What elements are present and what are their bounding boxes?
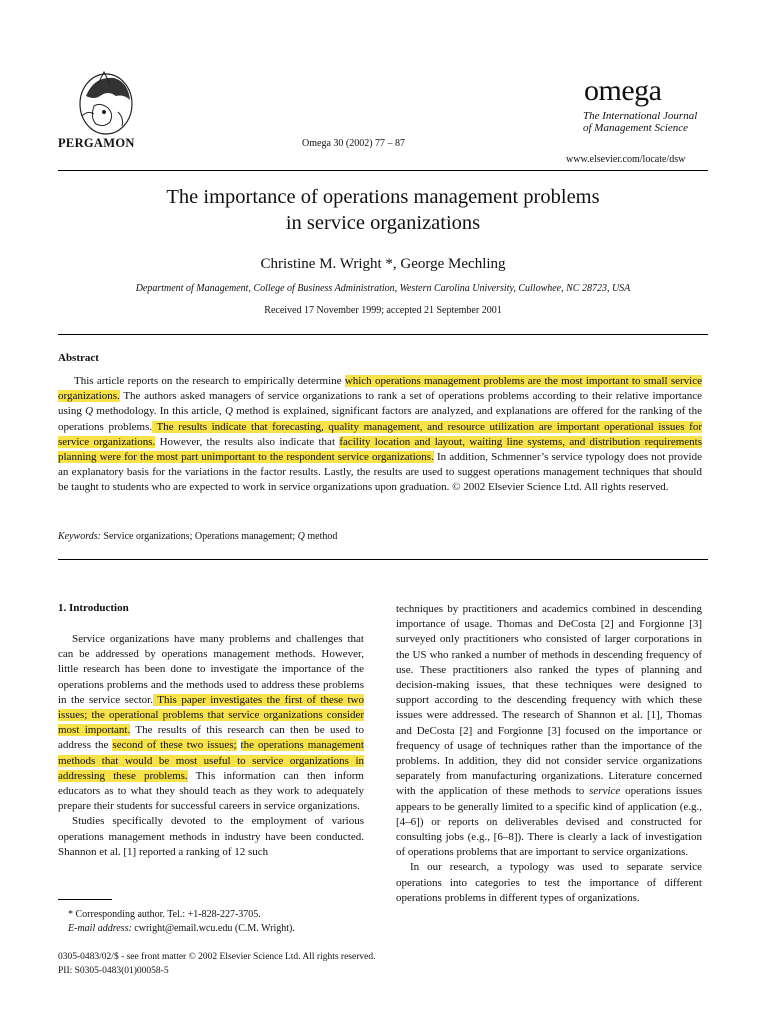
abstract-text: In addition, Schmenner’s service typology does not provide an explanatory basis for the variations in the factor results. Lastly, the results are used to suggest operations management techniques that should be taught to students who are expected to work in service organizations upon graduation. © 2002 Elsevier Science Ltd. All rights reserved. bbox=[58, 451, 702, 494]
pergamon-logo-icon bbox=[64, 66, 144, 138]
copyright-footer: 0305-0483/02/$ - see front matter © 2002 Elsevier Science Ltd. All rights reserved. bbox=[58, 952, 376, 962]
journal-citation: Omega 30 (2002) 77 – 87 bbox=[302, 138, 406, 149]
footnote-email bbox=[68, 923, 295, 934]
journal-url-link[interactable]: www.elsevier.com/locate/dsw bbox=[566, 154, 686, 165]
author-affiliation: Department of Management, College of Business Administration, Western Carolina University, Cullowhee, NC 28723, USA bbox=[135, 283, 631, 294]
keywords-text: Service organizations; Operations management; bbox=[100, 531, 298, 542]
body-text bbox=[237, 739, 241, 751]
journal-subtitle bbox=[583, 110, 697, 134]
header-divider bbox=[58, 170, 708, 171]
abstract-text: methodology. In this article, bbox=[93, 405, 225, 418]
body-text: The results of this research can then be used to address the bbox=[58, 724, 364, 752]
author-list: Christine M. Wright *, George Mechling bbox=[260, 256, 506, 272]
abstract-body bbox=[58, 374, 702, 496]
abstract-q: Q bbox=[224, 405, 233, 418]
abstract-text: This article reports on the research to empirically determine bbox=[74, 375, 345, 387]
received-dates: Received 17 November 1999; accepted 21 September 2001 bbox=[264, 305, 502, 316]
pii-footer: PII: S0305-0483(01)00058-5 bbox=[58, 966, 169, 976]
abstract-highlight: which operations management problems are the most important to small service organizations. bbox=[58, 375, 702, 403]
section-heading-introduction: 1. Introduction bbox=[58, 602, 129, 614]
abstract-heading: Abstract bbox=[58, 352, 99, 364]
body-highlight: first of these two issues; the operational problems that service organizations consider most important. bbox=[58, 693, 364, 737]
intro-paragraph-1 bbox=[58, 632, 364, 814]
keywords-label: Keywords: bbox=[58, 531, 101, 542]
title-line2: in service organizations bbox=[285, 212, 481, 234]
publisher-name: PERGAMON bbox=[58, 136, 135, 150]
footnote-corresponding-author: * Corresponding author. Tel.: +1-828-227-3705. bbox=[68, 909, 261, 920]
abstract-q: Q bbox=[85, 405, 94, 418]
body-highlight: the operations management methods that would be most useful to service organizations in addressing these problems. bbox=[58, 739, 364, 782]
body-highlight: second of these two issues; bbox=[112, 739, 237, 752]
body-emphasis: service bbox=[589, 785, 621, 798]
body-text: Service organizations have many problems and challenges that can be addressed by operations management methods. However, little research has been done to investigate the importance of the operations problems and the methods used to address these problems in the service sector. bbox=[58, 633, 364, 706]
keywords-divider bbox=[58, 559, 708, 560]
abstract-text: However, the results also indicate that bbox=[155, 435, 340, 448]
abstract-text: method is explained, significant factors are analyzed, and explanations are offered for the ranking of the operations problems. bbox=[58, 405, 702, 433]
email-text[interactable]: cwright@email.wcu.edu (C.M. Wright). bbox=[131, 923, 295, 934]
body-text: techniques by practitioners and academics combined in descending importance of usage. Thomas and DeCosta [2] and Forgionne [3] surveyed only practitioners who consisted of larger corporations in the US who ranked a number of methods in descending frequency of use. These practitioners also ranked the types of planning and decision-making issues, that these techniques were designed to support according to the descending frequency with which these issues were addressed. The research of Shannon et al. [1], Thomas and DeCosta [2] and Forgionne [3] focused on the importance or frequency of usage of techniques rather than the importance of the problems. In addition, they did not consider service organizations separately from manufacturing organizations. Literature concerned with the application of these methods to bbox=[396, 603, 702, 798]
email-label: E-mail address: bbox=[68, 923, 132, 934]
keywords-tail: method bbox=[304, 531, 338, 542]
right-column bbox=[396, 602, 702, 906]
body-text: This information can then inform educators as to what they should teach as they work to adequately prepare their students for successful careers in service organizations. bbox=[58, 769, 364, 813]
keywords-q: Q bbox=[297, 531, 305, 542]
intro-paragraph-3 bbox=[396, 602, 702, 860]
intro-paragraph-2: Studies specifically devoted to the employment of various operations management methods in industry have been conducted. Shannon et al. [1] reported a ranking of 12 such bbox=[58, 815, 364, 858]
title-line1: The importance of operations management problems bbox=[166, 186, 600, 208]
footnote-divider bbox=[58, 899, 112, 900]
abstract-highlight: The results indicate that forecasting, quality management, and resource utilization are important operational issues for service organizations. bbox=[58, 420, 702, 448]
journal-subtitle-line1: The International Journal bbox=[583, 110, 698, 122]
left-column bbox=[58, 632, 364, 860]
body-highlight: This paper investigates the bbox=[153, 693, 285, 706]
article-title bbox=[58, 184, 708, 236]
body-text: operations issues appears to be generally limited to a specific kind of application (e.g., [4–6]) or reports on deliverables devised and constructed for consulting jobs (e.g., [6–8]). There is clearly a lack of investigation of operations problems that are important to service organizations. bbox=[396, 785, 702, 859]
abstract-divider bbox=[58, 334, 708, 335]
journal-logo: omega bbox=[584, 74, 662, 107]
abstract-text: The authors asked managers of service organizations to rank a set of operations problems according to their relative importance using bbox=[58, 390, 702, 418]
journal-subtitle-line2: of Management Science bbox=[583, 122, 689, 134]
abstract-highlight: facility location and layout, waiting line systems, and distribution requirements planning were for the most part unimportant to the respondent service organizations. bbox=[58, 435, 702, 464]
keywords bbox=[58, 531, 337, 542]
intro-paragraph-4: In our research, a typology was used to separate service operations into categories to test the importance of different operations problems in different types of organizations. bbox=[396, 861, 702, 904]
